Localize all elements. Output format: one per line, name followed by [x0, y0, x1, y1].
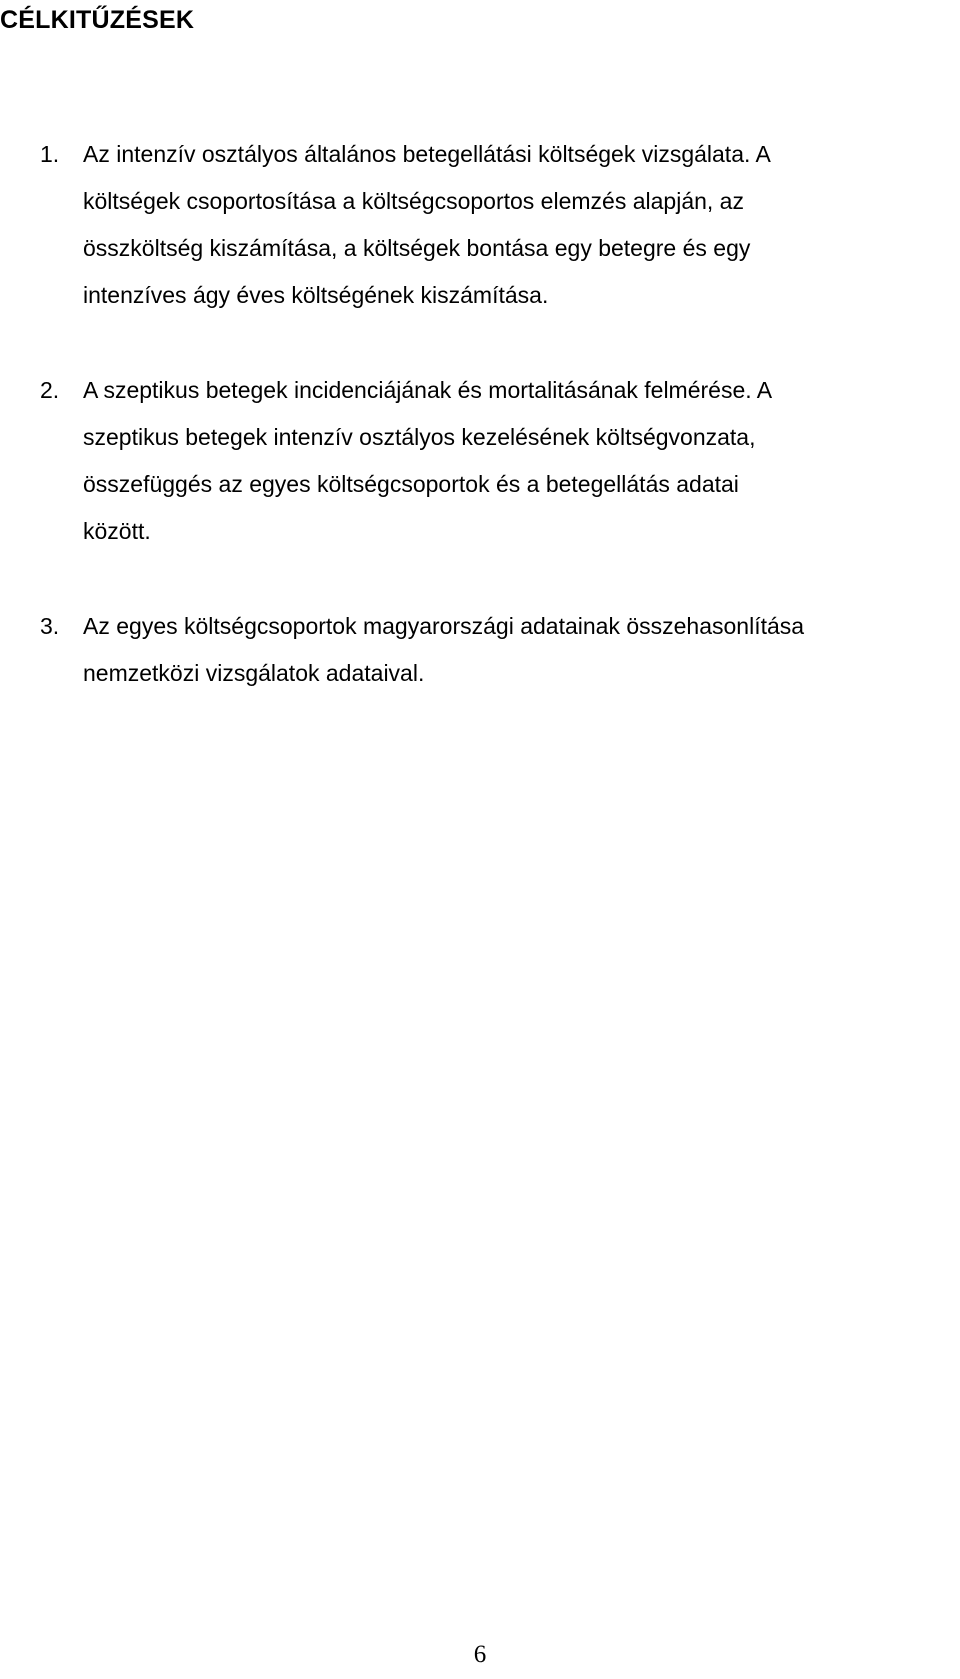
objective-line: Az egyes költségcsoportok magyarországi adatainak összehasonlítása	[83, 613, 805, 639]
objective-item-3	[0, 603, 960, 697]
objective-line: összefüggés az egyes költségcsoportok és a betegellátás adatai	[83, 471, 739, 497]
page-heading: CÉLKITŰZÉSEK	[0, 6, 195, 34]
objective-line: A szeptikus betegek incidenciájának és mortalitásának felmérése. A	[83, 377, 773, 403]
page-number: 6	[473, 1641, 487, 1668]
objective-line: között.	[83, 518, 151, 544]
objective-line: Az intenzív osztályos általános betegellátási költségek vizsgálata. A	[83, 141, 771, 167]
objectives-list	[0, 131, 960, 745]
objective-line: összköltség kiszámítása, a költségek bontása egy betegre és egy	[83, 235, 751, 261]
objective-line: nemzetközi vizsgálatok adataival.	[83, 660, 425, 686]
objective-line: szeptikus betegek intenzív osztályos kezelésének költségvonzata,	[83, 424, 756, 450]
objective-item-2	[0, 367, 960, 555]
objective-number: 2.	[40, 377, 60, 403]
objective-line: költségek csoportosítása a költségcsoportos elemzés alapján, az	[83, 188, 744, 214]
objective-line: intenzíves ágy éves költségének kiszámítása.	[83, 282, 549, 308]
objective-number: 3.	[40, 613, 60, 639]
objective-item-1	[0, 131, 960, 319]
objective-number: 1.	[40, 141, 60, 167]
